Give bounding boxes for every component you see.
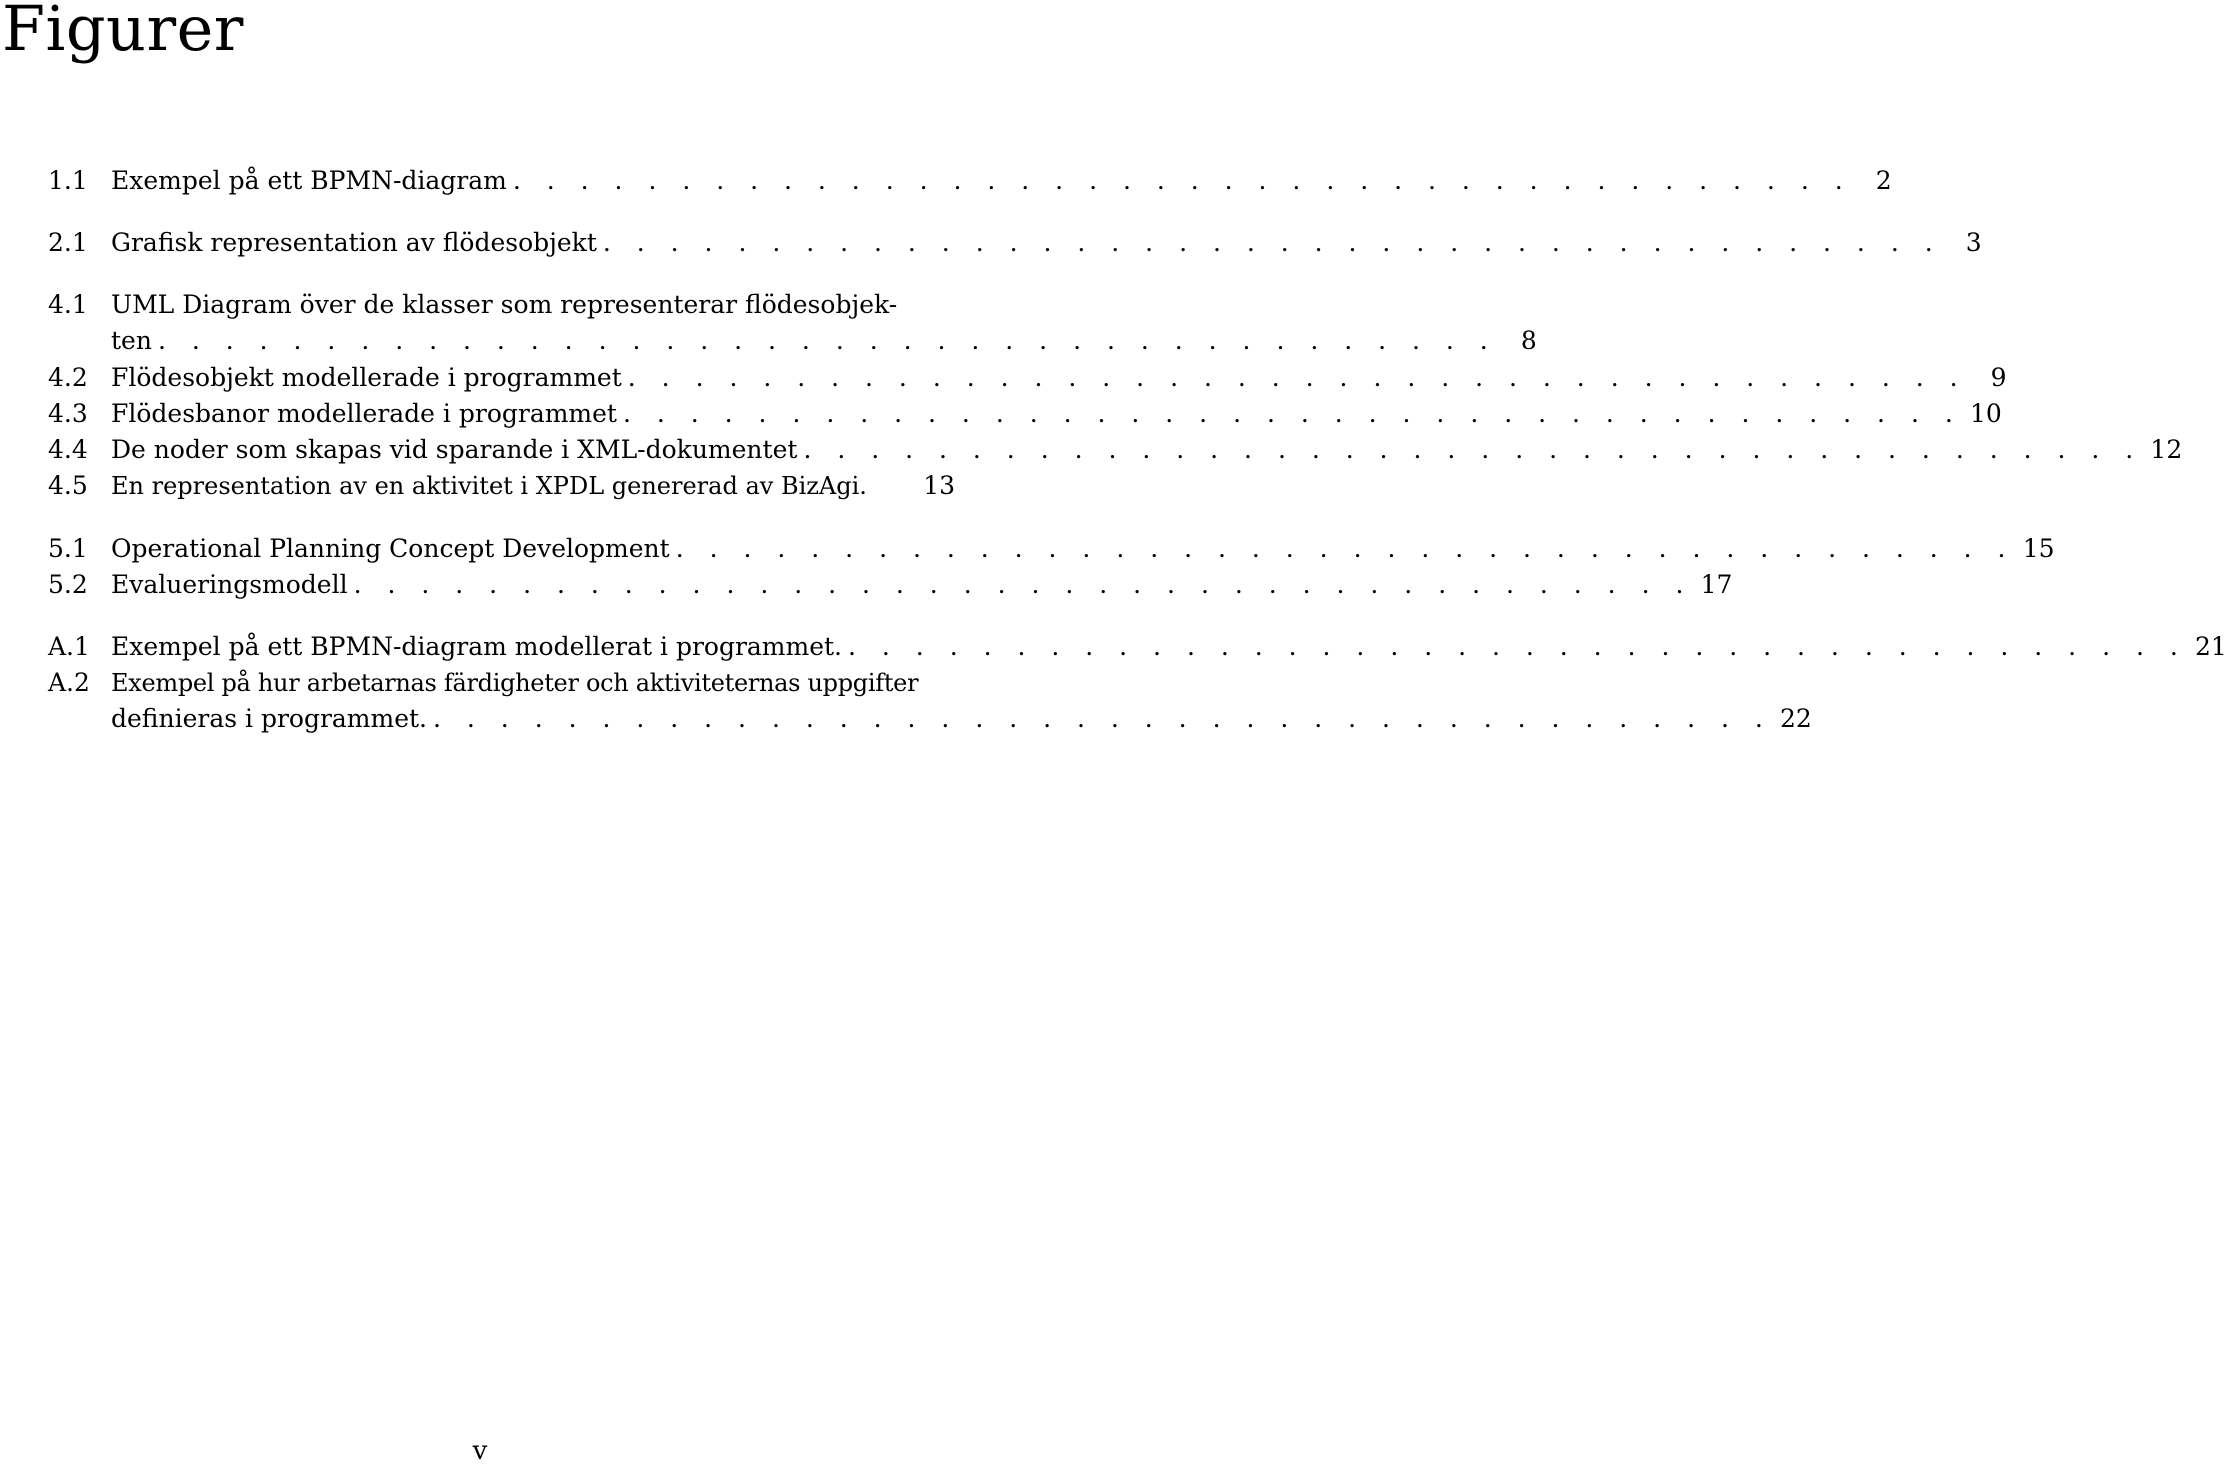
figure-number: 4.2 (48, 363, 88, 392)
figure-caption: Flödesobjekt modellerade i programmet (111, 363, 622, 392)
figure-number: 4.3 (48, 399, 88, 428)
figure-number: 4.1 (48, 290, 88, 319)
dot-leader: . . . . . . . . . . . . . . . . . . . . . . . . . . . . . . . . . . . . . . . . (602, 228, 1942, 257)
figure-caption: Flödesbanor modellerade i programmet (111, 399, 617, 428)
figure-number: 4.5 (48, 471, 88, 500)
figure-caption: Exempel på ett BPMN-diagram (111, 166, 507, 195)
figure-number: 5.2 (48, 570, 88, 599)
dot-leader: . . . . . . . . . . . . . . . . . . . . . . . . . . . . . . . . . . . . . . . . (675, 534, 2015, 563)
page-title: Figurer (2, 0, 244, 65)
figure-number: 2.1 (48, 228, 88, 257)
page-footer-number: v (472, 1436, 488, 1466)
figure-caption-line1: Exempel på hur arbetarnas färdigheter och aktiviteternas uppgifter (111, 669, 919, 697)
dot-leader (867, 468, 915, 504)
page-number: 21 (2195, 632, 2227, 661)
dot-leader: . . . . . . . . . . . . . . . . . . . . . . . . . . . . . . . . . . . . . . . . (848, 632, 2187, 661)
page-number: 10 (1969, 399, 2002, 428)
dot-leader: . . . . . . . . . . . . . . . . . . . . . . . . . . . . . . . . . . . . . . . . (512, 166, 1852, 195)
figure-number: 4.4 (48, 435, 88, 464)
figure-caption: definieras i programmet. (111, 704, 428, 733)
figure-caption: Grafisk representation av flödesobjekt (111, 228, 597, 257)
figure-caption-line1: UML Diagram över de klasser som representerar flödesobjek- (111, 290, 898, 319)
dot-leader: . . . . . . . . . . . . . . . . . . . . . . . . . . . . . . . . . . . . . . . . (157, 326, 1497, 355)
figure-caption: Operational Planning Concept Development (111, 534, 670, 563)
figure-caption: Exempel på ett BPMN-diagram modellerat i programmet. (111, 632, 843, 661)
dot-leader: . . . . . . . . . . . . . . . . . . . . . . . . . . . . . . . . . . . . . . . . (433, 704, 1772, 733)
page-number: 12 (2150, 435, 2183, 464)
figure-caption: Evalueringsmodell (111, 570, 348, 599)
figure-caption: De noder som skapas vid sparande i XML-dokumentet (111, 435, 798, 464)
page-number: 2 (1875, 166, 1892, 195)
page-number: 3 (1965, 228, 1982, 257)
figure-caption: En representation av en aktivitet i XPDL genererad av BizAgi. (111, 472, 867, 500)
page-number: 8 (1520, 326, 1537, 355)
dot-leader: . . . . . . . . . . . . . . . . . . . . . . . . . . . . . . . . . . . . . . . . (353, 570, 1693, 599)
figure-number: 5.1 (48, 534, 88, 563)
dot-leader: . . . . . . . . . . . . . . . . . . . . . . . . . . . . . . . . . . . . . . . . (622, 399, 1962, 428)
page-number: 13 (923, 471, 955, 500)
figure-number: A.2 (48, 668, 90, 697)
dot-leader: . . . . . . . . . . . . . . . . . . . . . . . . . . . . . . . . . . . . . . . . (803, 435, 2143, 464)
page-number: 17 (1700, 570, 1733, 599)
page-number: 9 (1990, 363, 2007, 392)
figure-number: A.1 (48, 632, 90, 661)
page-number: 15 (2022, 534, 2055, 563)
figure-number: 1.1 (48, 166, 88, 195)
dot-leader: . . . . . . . . . . . . . . . . . . . . . . . . . . . . . . . . . . . . . . . . (627, 363, 1967, 392)
figure-caption: ten (111, 326, 152, 355)
page-number: 22 (1780, 704, 1812, 733)
